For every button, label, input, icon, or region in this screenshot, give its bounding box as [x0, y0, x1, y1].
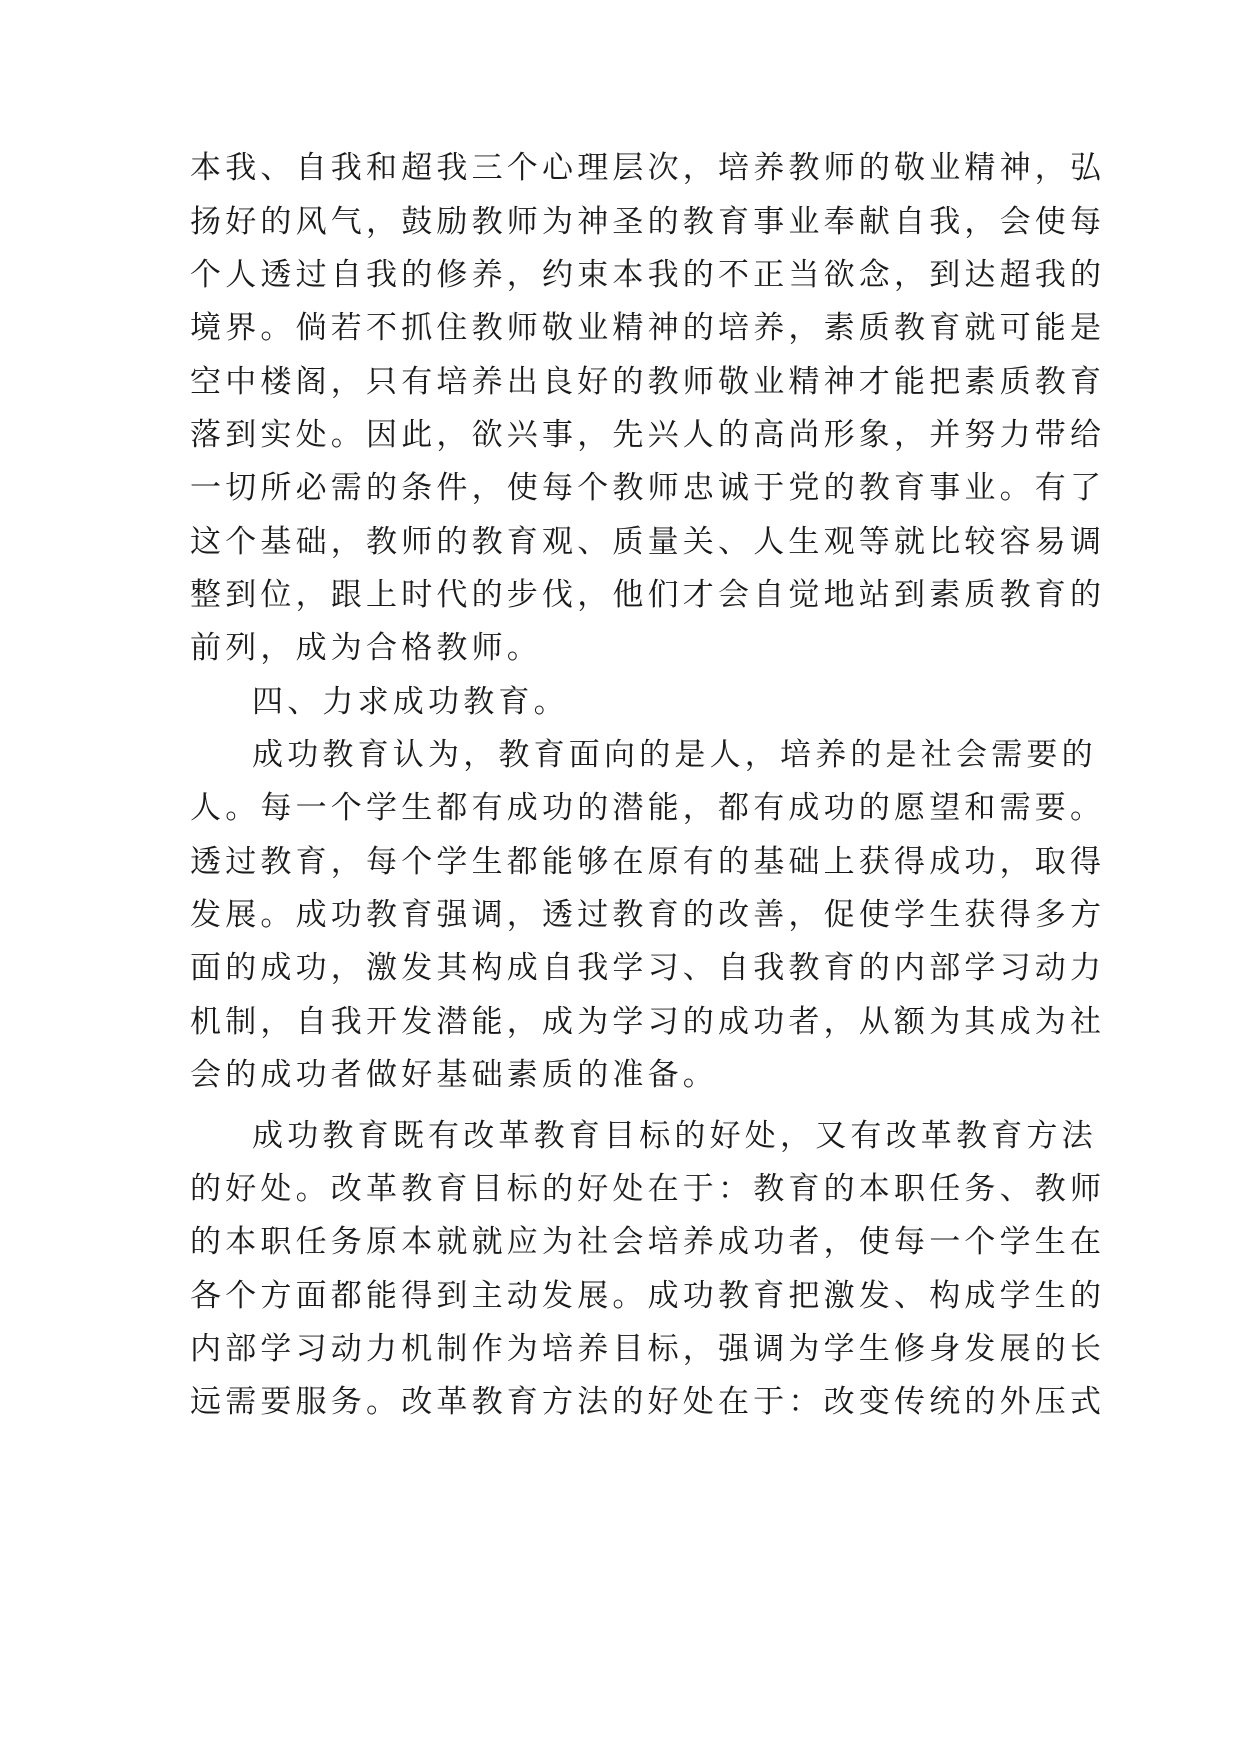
text-line: 境界。倘若不抓住教师敬业精神的培养，素质教育就可能是 — [190, 310, 1106, 346]
text-line: 本我、自我和超我三个心理层次，培养教师的敬业精神，弘 — [190, 150, 1106, 186]
text-line: 远需要服务。改革教育方法的好处在于：改变传统的外压式 — [190, 1384, 1106, 1420]
text-line: 一切所必需的条件，使每个教师忠诚于党的教育事业。有了 — [190, 470, 1106, 506]
text-line: 面的成功，激发其构成自我学习、自我教育的内部学习动力 — [190, 950, 1106, 986]
text-line: 空中楼阁，只有培养出良好的教师敬业精神才能把素质教育 — [190, 364, 1106, 400]
text-line: 的本职任务原本就就应为社会培养成功者，使每一个学生在 — [190, 1224, 1106, 1260]
text-line: 前列，成为合格教师。 — [190, 630, 542, 666]
text-line: 机制，自我开发潜能，成为学习的成功者，从额为其成为社 — [190, 1004, 1106, 1040]
text-line: 会的成功者做好基础素质的准备。 — [190, 1057, 718, 1093]
section-heading: 四、力求成功教育。 — [252, 684, 569, 720]
text-line: 落到实处。因此，欲兴事，先兴人的高尚形象，并努力带给 — [190, 417, 1106, 453]
text-line: 的好处。改革教育目标的好处在于：教育的本职任务、教师 — [190, 1171, 1106, 1207]
paragraph-first-line: 成功教育既有改革教育目标的好处，又有改革教育方法 — [252, 1118, 1097, 1154]
text-line: 扬好的风气，鼓励教师为神圣的教育事业奉献自我，会使每 — [190, 204, 1106, 240]
text-line: 内部学习动力机制作为培养目标，强调为学生修身发展的长 — [190, 1331, 1106, 1367]
text-line: 人。每一个学生都有成功的潜能，都有成功的愿望和需要。 — [190, 790, 1106, 826]
text-line: 各个方面都能得到主动发展。成功教育把激发、构成学生的 — [190, 1278, 1106, 1314]
paragraph-first-line: 成功教育认为，教育面向的是人，培养的是社会需要的 — [252, 737, 1097, 773]
text-line: 个人透过自我的修养，约束本我的不正当欲念，到达超我的 — [190, 257, 1106, 293]
text-line: 透过教育，每个学生都能够在原有的基础上获得成功，取得 — [190, 844, 1106, 880]
text-line: 这个基础，教师的教育观、质量关、人生观等就比较容易调 — [190, 524, 1106, 560]
text-line: 发展。成功教育强调，透过教育的改善，促使学生获得多方 — [190, 897, 1106, 933]
text-line: 整到位，跟上时代的步伐，他们才会自觉地站到素质教育的 — [190, 577, 1106, 613]
